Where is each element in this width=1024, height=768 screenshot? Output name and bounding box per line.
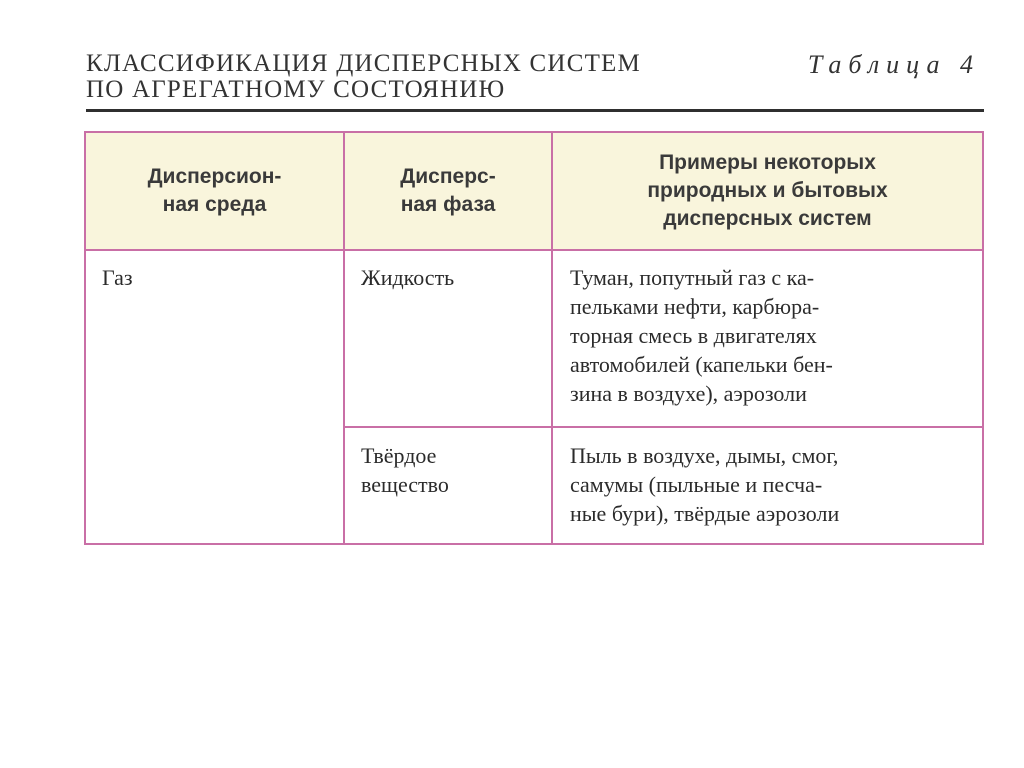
cell-examples-liquid (570, 263, 833, 408)
cell-line: автомобилей (капельки бен- (570, 352, 833, 377)
header-line: дисперсных систем (663, 207, 872, 230)
cell-phase-solid (361, 441, 449, 499)
cell-line: пельками нефти, карбюра- (570, 294, 820, 319)
cell-line: ные бури), твёрдые аэрозоли (570, 501, 840, 526)
header-cell-examples (553, 149, 982, 233)
header-cell-dispersed-phase (345, 163, 551, 219)
row-divider (343, 426, 982, 428)
cell-examples-solid (570, 441, 839, 528)
header-line: Дисперсион- (147, 165, 282, 188)
header-cell-dispersion-medium (86, 163, 343, 219)
header-line: ная среда (162, 193, 267, 216)
header-bottom-border (86, 249, 982, 251)
table-title-line-2: ПО АГРЕГАТНОМУ СОСТОЯНИЮ (86, 76, 506, 103)
classification-table (84, 131, 984, 545)
cell-line: зина в воздухе), аэрозоли (570, 381, 807, 406)
header-line: ная фаза (400, 193, 496, 216)
cell-line: Туман, попутный газ с ка- (570, 265, 815, 290)
cell-medium-gas: Газ (102, 265, 133, 290)
header-line: Дисперс- (400, 165, 496, 188)
cell-line: Жидкость (361, 265, 455, 290)
page-header (86, 46, 984, 108)
cell-line: Пыль в воздухе, дымы, смог, (570, 443, 839, 468)
header-line: Примеры некоторых (659, 151, 876, 174)
header-line: природных и бытовых (647, 179, 888, 202)
cell-line: Твёрдое (361, 443, 437, 468)
cell-phase-liquid (361, 263, 454, 292)
cell-line: самумы (пыльные и песча- (570, 472, 823, 497)
cell-line: вещество (361, 472, 449, 497)
header-divider (86, 109, 984, 112)
cell-line: торная смесь в двигателях (570, 323, 817, 348)
table-number-label: Таблица 4 (807, 50, 980, 79)
table-title-line-1: КЛАССИФИКАЦИЯ ДИСПЕРСНЫХ СИСТЕМ (86, 50, 641, 77)
